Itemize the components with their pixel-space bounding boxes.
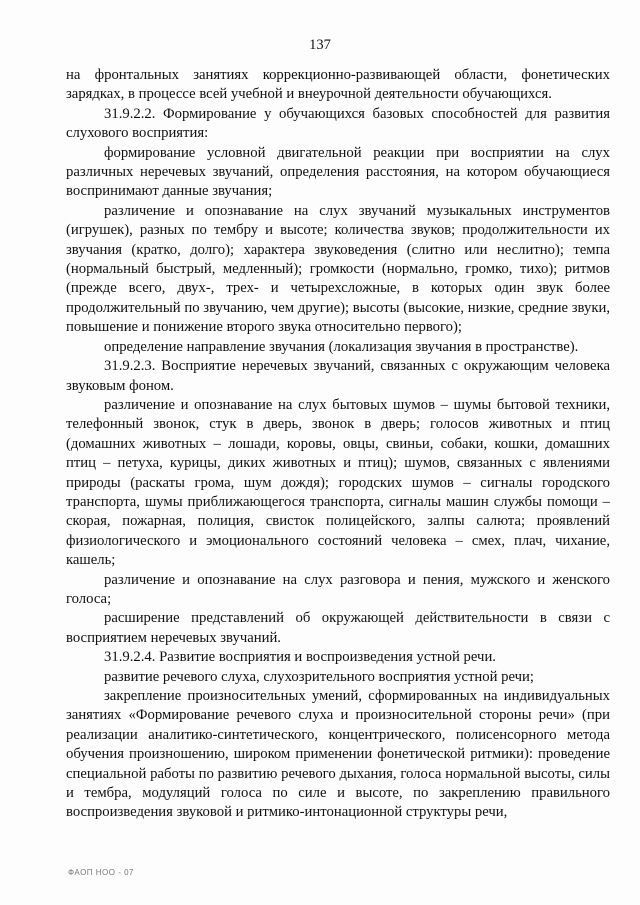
paragraph: различение и опознавание на слух звучаний музыкальных инструментов (игрушек), разных по тембру и высоте; количества звуков; продолжительности их звучания (кратко, долго); характера звуковедения (слитно или неслитно); темпа (нормальный быстрый, медленный); громкости (нормально, громко, тихо); ритмов (прежде всего, двух-, трех- и четырехсложные, в которых один звук более продолжительный по звучанию, чем другие); высоты (высокие, низкие, средние звуки, повышение и понижение второго звука относительно первого); bbox=[66, 202, 610, 336]
page-number: 137 bbox=[309, 37, 331, 53]
paragraph: расширение представлений об окружающей действительности в связи с восприятием неречевых звучаний. bbox=[66, 610, 610, 646]
paragraph: формирование условной двигательной реакции при восприятии на слух различных неречевых звучаний, определения расстояния, на котором обучающиеся воспринимают данные звучания; bbox=[66, 144, 610, 200]
document-body bbox=[66, 66, 610, 823]
paragraph: 31.9.2.3. Восприятие неречевых звучаний, связанных с окружающим человека звуковым фоном. bbox=[66, 358, 610, 394]
footer-document-code: ФАОП НОО - 07 bbox=[68, 868, 134, 877]
paragraph: 31.9.2.4. Развитие восприятия и воспроизведения устной речи. bbox=[104, 649, 496, 666]
paragraph: развитие речевого слуха, слухозрительного восприятия устной речи; bbox=[104, 668, 534, 685]
paragraph: различение и опознавание на слух разговора и пения, мужского и женского голоса; bbox=[66, 571, 610, 607]
paragraph: определение направление звучания (локализация звучания в пространстве). bbox=[104, 338, 579, 355]
paragraph-last: закрепление произносительных умений, сформированных на индивидуальных занятиях «Формирование речевого слуха и произносительной стороны речи» (при реализации аналитико-синтетического, концентрического, полисенсорного метода обучения произношению, широком применении фонетической ритмики): проведение специальной работы по развитию речевого дыхания, голоса нормальной высоты, силы и тембра, модуляций голоса по силе и высоте, по закреплению правильного воспроизведения звуковой и ритмико-интонационной структуры речи, bbox=[66, 688, 610, 821]
paragraph: 31.9.2.2. Формирование у обучающихся базовых способностей для развития слухового восприятия: bbox=[66, 105, 610, 142]
paragraph: на фронтальных занятиях коррекционно-развивающей области, фонетических зарядках, в процессе всей учебной и внеурочной деятельности обучающихся. bbox=[66, 67, 610, 103]
paragraph: различение и опознавание на слух бытовых шумов – шумы бытовой техники, телефонный звонок, стук в дверь, звонок в дверь; голосов животных и птиц (домашних животных – лошади, коровы, овцы, свиньи, собаки, кошки, домашних птиц – петуха, курицы, диких животных и птиц); шумов, связанных с явлениями природы (раскаты грома, шум дождя); городских шумов – сигналы городского транспорта, шумы приближающегося транспорта, сигналы машин службы помощи – скорая, пожарная, полиция, свисток полицейского, залпы салюта; проявлений физиологического и эмоционального состояний человека – смех, плач, чихание, кашель; bbox=[66, 396, 610, 569]
